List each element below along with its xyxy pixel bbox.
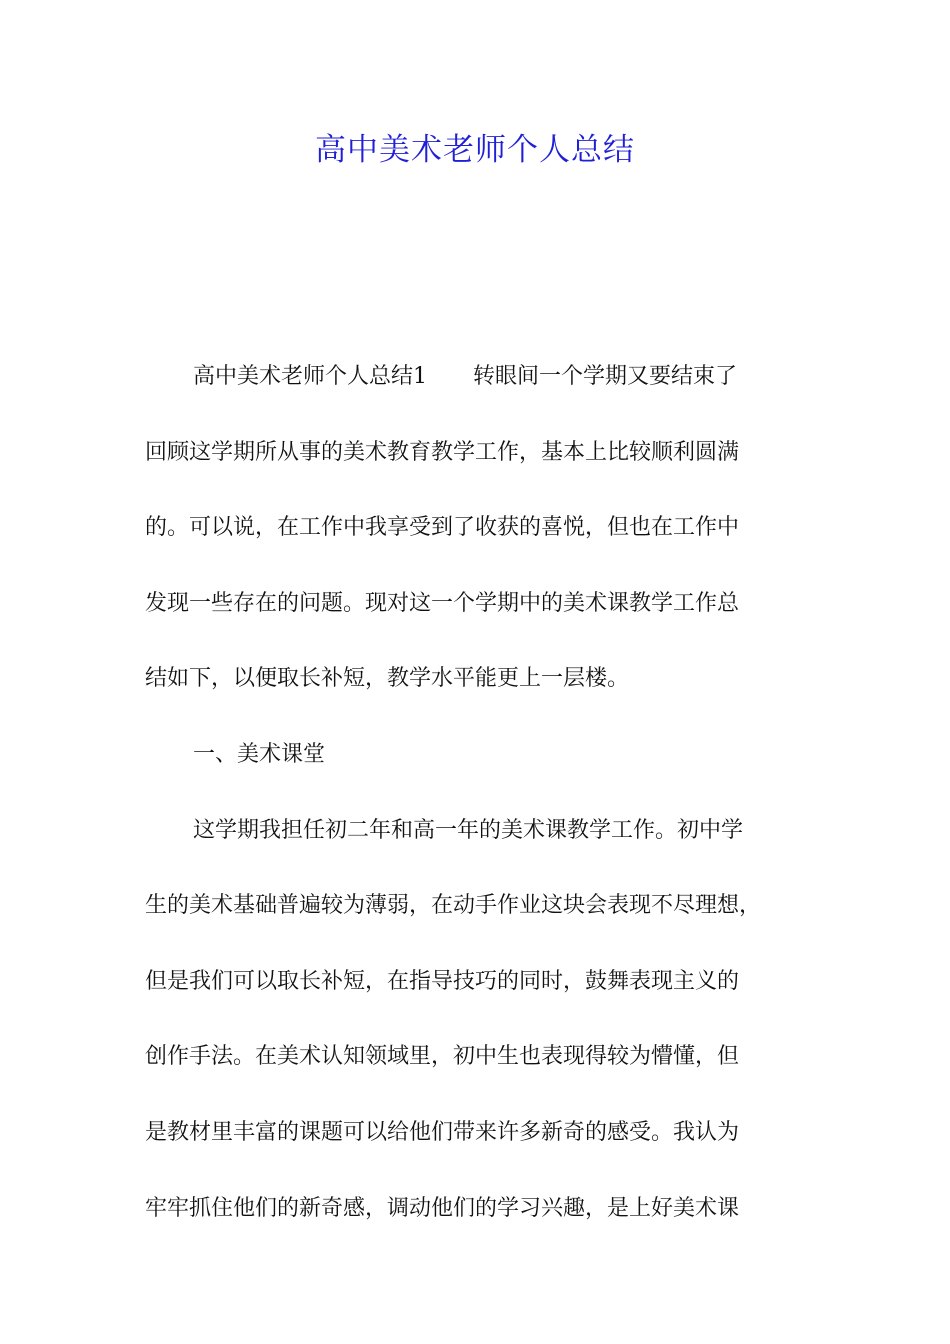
paragraph-line: 牢牢抓住他们的新奇感，调动他们的学习兴趣，是上好美术课: [145, 1195, 740, 1221]
section-heading: 一、美术课堂: [193, 741, 326, 767]
paragraph-line: 这学期我担任初二年和高一年的美术课教学工作。初中学: [193, 817, 744, 843]
paragraph-line: 结如下，以便取长补短，教学水平能更上一层楼。: [145, 666, 630, 692]
paragraph-line: 生的美术基础普遍较为薄弱，在动手作业这块会表现不尽理想，: [145, 893, 762, 919]
paragraph-line: 的。可以说，在工作中我享受到了收获的喜悦，但也在工作中: [145, 515, 740, 541]
document-body: [145, 339, 815, 1246]
paragraph-text: 转眼间一个学期又要结束了: [473, 364, 738, 389]
paragraph-line: [145, 339, 815, 415]
paragraph-line: 回顾这学期所从事的美术教育教学工作，基本上比较顺利圆满: [145, 439, 740, 465]
paragraph-line: 创作手法。在美术认知领域里，初中生也表现得较为懵懂，但: [145, 1044, 740, 1070]
document-title: 高中美术老师个人总结: [315, 132, 635, 168]
paragraph-line: 是教材里丰富的课题可以给他们带来许多新奇的感受。我认为: [145, 1119, 740, 1145]
section-heading-inline: 高中美术老师个人总结1: [193, 364, 427, 389]
paragraph-line: 但是我们可以取长补短，在指导技巧的同时，鼓舞表现主义的: [145, 968, 740, 994]
paragraph-line: 发现一些存在的问题。现对这一个学期中的美术课教学工作总: [145, 590, 740, 616]
